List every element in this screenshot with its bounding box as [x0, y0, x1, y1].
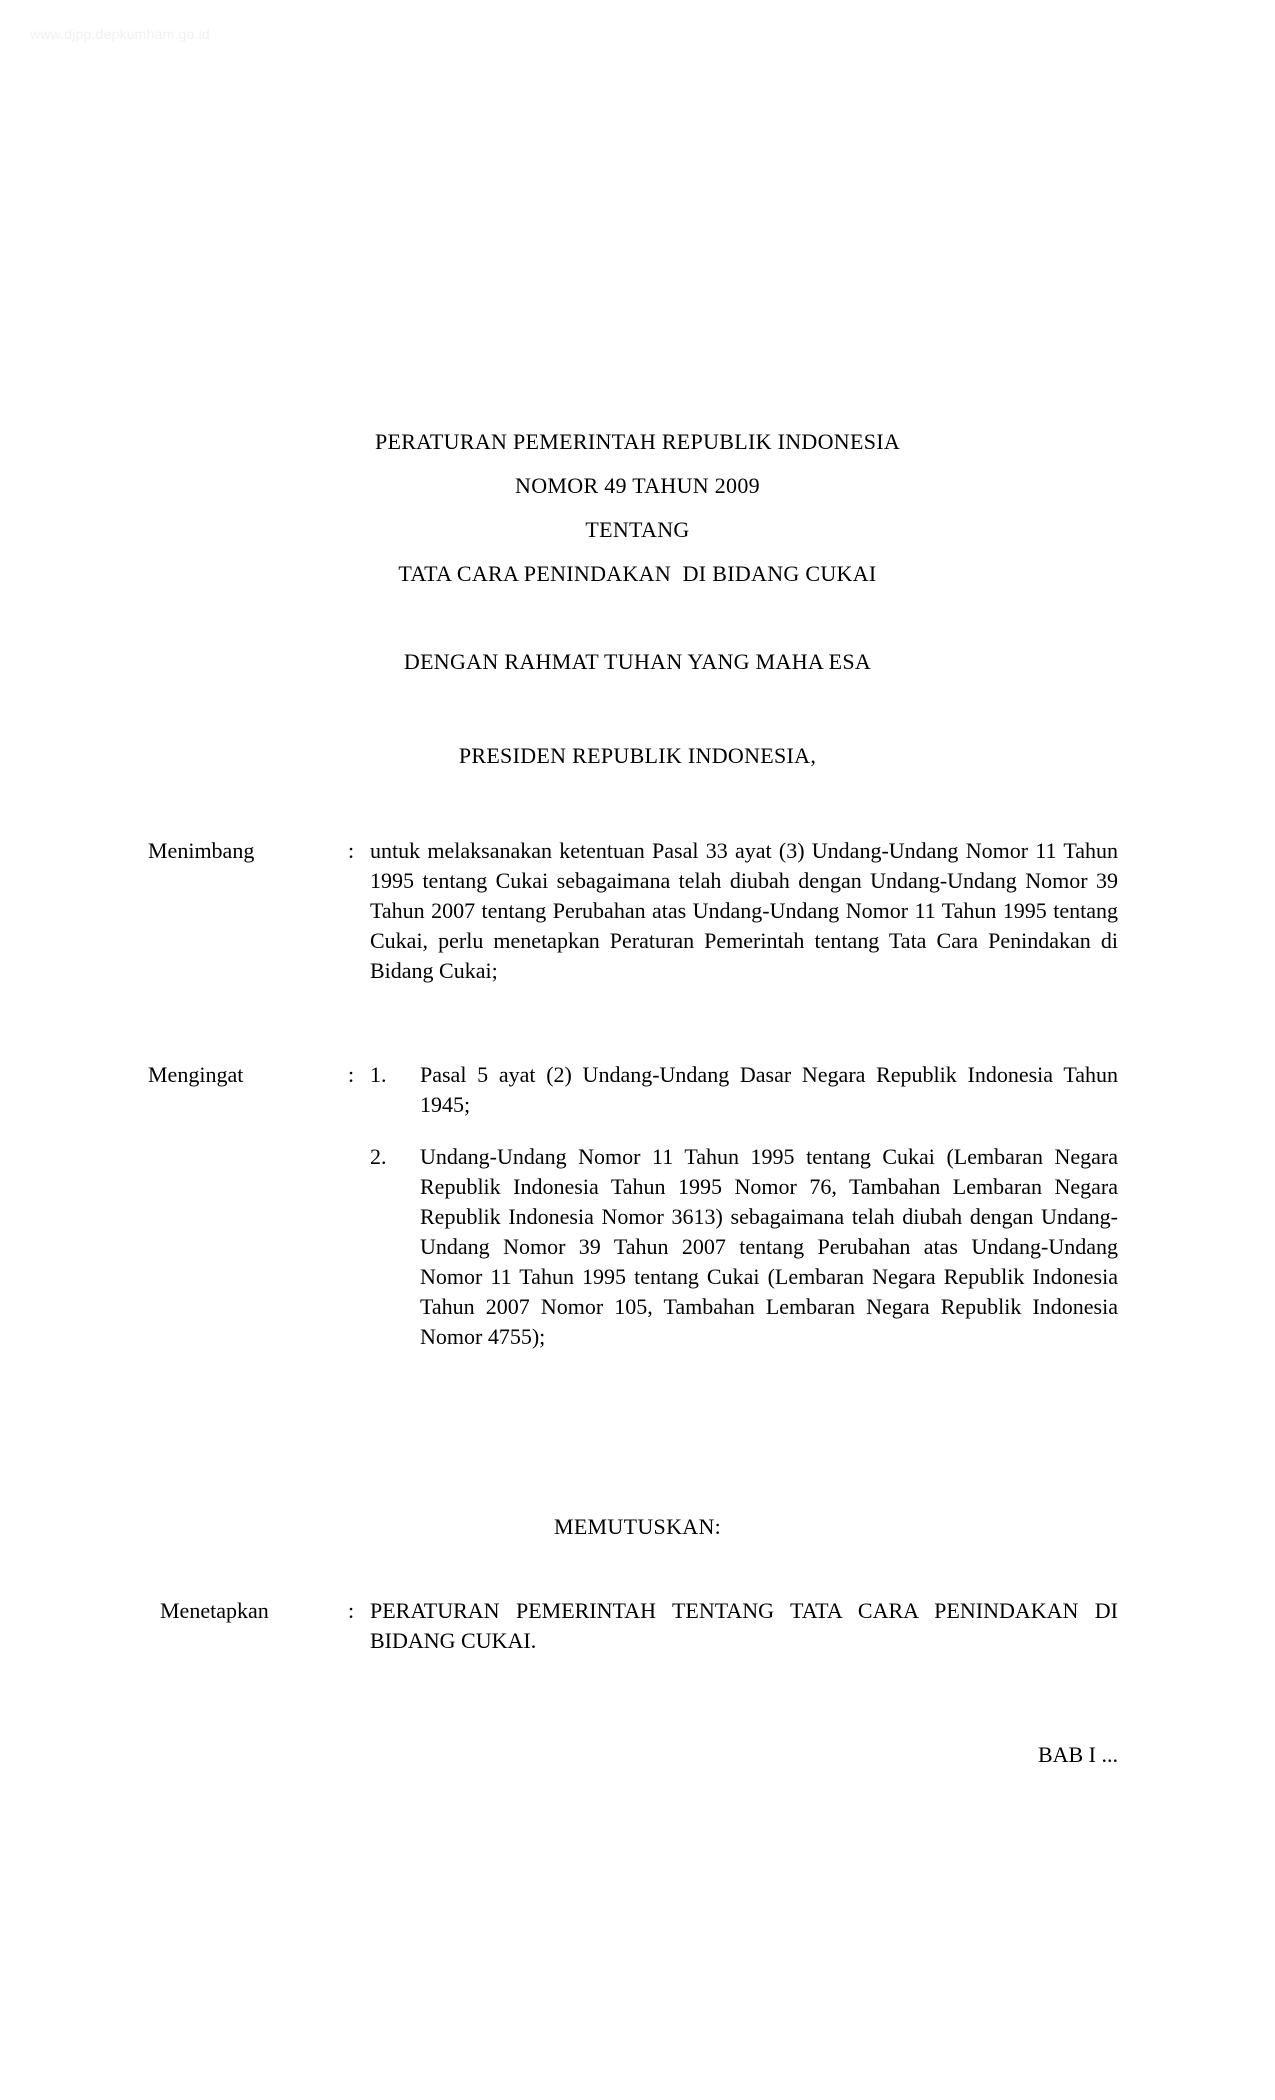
clause-menimbang-body	[370, 836, 1118, 986]
page-title-line-3: TENTANG	[585, 517, 690, 542]
clause-mengingat-body	[370, 1060, 1118, 1352]
decision-heading: MEMUTUSKAN:	[553, 1514, 722, 1539]
page-title-line-4: TATA CARA PENINDAKAN DI BIDANG CUKAI	[398, 561, 877, 586]
clause-mengingat-label: Mengingat	[148, 1062, 244, 1087]
clause-menetapkan-text: PERATURAN PEMERINTAH TENTANG TATA CARA PENINDAKAN DI BIDANG CUKAI.	[370, 1598, 1118, 1653]
list-item-marker-2: 2.	[370, 1144, 387, 1169]
site-watermark: www.djpp.depkumham.go.id	[30, 26, 210, 42]
preamble-spacer	[0, 684, 1275, 734]
clause-menimbang-text: untuk melaksanakan ketentuan Pasal 33 ayat (3) Undang-Undang Nomor 11 Tahun 1995 tentang Cukai sebagaimana telah diubah dengan Undang-Undang Nomor 39 Tahun 2007 tentang Perubahan atas Undang-Undang Nomor 11 Tahun 1995 tentang Cukai, perlu menetapkan Peraturan Pemerintah tentang Tata Cara Penindakan di Bidang Cukai;	[370, 838, 1118, 983]
preamble-blessing: DENGAN RAHMAT TUHAN YANG MAHA ESA	[403, 649, 872, 674]
list-item	[370, 1060, 1118, 1120]
list-item-text-2: Undang-Undang Nomor 11 Tahun 1995 tentang Cukai (Lembaran Negara Republik Indonesia Tahun 1995 Nomor 76, Tambahan Lembaran Negara Republik Indonesia Nomor 3613) sebagaimana telah diubah dengan Undang-Undang Nomor 39 Tahun 2007 tentang Perubahan atas Undang-Undang Nomor 11 Tahun 1995 tentang Cukai (Lembaran Negara Republik Indonesia Tahun 2007 Nomor 105, Tambahan Lembaran Negara Republik Indonesia Nomor 4755);	[420, 1144, 1118, 1349]
list-item	[370, 1142, 1118, 1352]
preamble-authority: PRESIDEN REPUBLIK INDONESIA,	[458, 743, 817, 768]
page-title-line-2: NOMOR 49 TAHUN 2009	[515, 473, 760, 498]
document-title-block	[0, 420, 1275, 596]
list-item-marker-1: 1.	[370, 1062, 387, 1087]
clause-menetapkan-colon: :	[348, 1598, 355, 1623]
continuation-note: BAB I ...	[1037, 1742, 1118, 1767]
preamble-block	[0, 640, 1275, 778]
clause-menetapkan-body	[370, 1596, 1118, 1656]
list-item-text-1: Pasal 5 ayat (2) Undang-Undang Dasar Negara Republik Indonesia Tahun 1945;	[420, 1062, 1118, 1117]
clause-menimbang-label: Menimbang	[148, 838, 255, 863]
clause-menimbang-colon: :	[348, 838, 355, 863]
page-title-line-1: PERATURAN PEMERINTAH REPUBLIK INDONESIA	[374, 429, 901, 454]
clause-menetapkan-label: Menetapkan	[160, 1598, 269, 1623]
clause-mengingat-colon: :	[348, 1062, 355, 1087]
